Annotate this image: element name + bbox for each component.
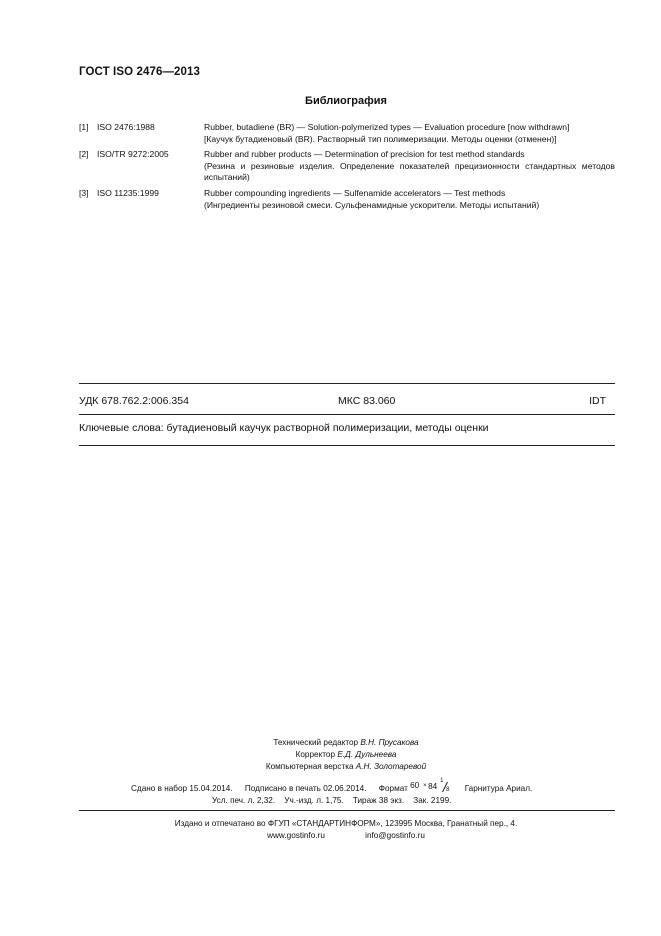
publisher-info xyxy=(0,818,661,842)
reference-number: [1] xyxy=(79,122,89,132)
reference-body xyxy=(204,149,615,184)
divider-bottom xyxy=(79,445,615,446)
reference-item xyxy=(79,188,615,211)
divider-middle xyxy=(79,414,615,415)
publisher-email[interactable]: info@gostinfo.ru xyxy=(365,831,425,840)
reference-title-en: Rubber and rubber products — Determination of precision for test method standards xyxy=(204,149,525,160)
tech-editor-name: В.Н. Прусакова xyxy=(360,738,419,747)
publisher-website[interactable]: www.gostinfo.ru xyxy=(267,831,325,840)
reference-code: ISO 11235:1999 xyxy=(97,187,159,198)
publisher-address: Издано и отпечатано во ФГУП «СТАНДАРТИНФОРМ», 123995 Москва, Гранатный пер., 4. xyxy=(174,819,518,828)
editorial-credits xyxy=(0,737,661,774)
reference-code: ISO 2476:1988 xyxy=(97,122,155,132)
divider-top xyxy=(79,383,615,384)
publisher-contacts xyxy=(0,830,661,842)
format-label: Формат xyxy=(378,784,408,793)
corrector-line: Корректор Е.Д. Дульнеева xyxy=(295,750,397,760)
print-run: Тираж 38 экз. xyxy=(352,796,405,805)
bibliography-list xyxy=(79,122,615,215)
signed-date: Подписано в печать 02.06.2014. xyxy=(244,784,367,793)
layout-line: Компьютерная верстка А.Н. Золотаревой xyxy=(265,762,427,772)
reference-code: ISO/TR 9272:2005 xyxy=(97,149,169,160)
printed-sheets: Усл. печ. л. 2,32. xyxy=(212,796,276,805)
bibliography-title: Библиография xyxy=(305,95,387,107)
divider-footer xyxy=(79,810,615,811)
publisher-sheets: Уч.-изд. л. 1,75. xyxy=(284,796,344,805)
reference-title-ru: [Каучук бутадиеновый (BR). Растворный тип полимеризации. Методы оценки (отменен)] xyxy=(204,133,557,144)
reference-title-ru: (Резина и резиновые изделия. Определение показателей прецизионности стандартных методов испытаний) xyxy=(204,160,615,183)
reference-body xyxy=(204,122,615,145)
udk-code: УДК 678.762.2:006.354 xyxy=(79,395,189,407)
mks-code: МКС 83.060 xyxy=(338,395,396,407)
tech-editor-line: Технический редактор В.Н. Прусакова xyxy=(273,738,419,747)
print-details-line-2 xyxy=(212,796,451,805)
classification-row xyxy=(79,395,606,407)
idt-label: IDT xyxy=(589,395,606,407)
reference-title-ru: (Ингредиенты резиновой смеси. Сульфенамидные ускорители. Методы испытаний) xyxy=(204,199,540,210)
reference-title-en: Rubber compounding ingredients — Sulfenamide accelerators — Test methods xyxy=(204,187,506,198)
typeface: Гарнитура Ариал. xyxy=(464,784,533,793)
corrector-name: Е.Д. Дульнеева xyxy=(337,750,397,760)
reference-item xyxy=(79,122,615,145)
reference-body xyxy=(204,188,615,211)
reference-number: [2] xyxy=(79,149,89,160)
order-number: Зак. 2199. xyxy=(413,796,452,805)
document-header: ГОСТ ISO 2476—2013 xyxy=(79,66,201,78)
paper-format: 60 × 84 1 8 xyxy=(410,778,450,793)
submitted-date: Сдано в набор 15.04.2014. xyxy=(131,784,233,793)
reference-item xyxy=(79,149,615,184)
keywords: Ключевые слова: бутадиеновый каучук растворной полимеризации, методы оценки xyxy=(79,422,489,434)
reference-number: [3] xyxy=(79,187,89,198)
layout-name: А.Н. Золотаревой xyxy=(355,762,427,772)
reference-title-en: Rubber, butadiene (BR) — Solution-polymerized types — Evaluation procedure [now withdrawn] xyxy=(204,122,570,132)
print-details-line-1 xyxy=(131,778,533,793)
